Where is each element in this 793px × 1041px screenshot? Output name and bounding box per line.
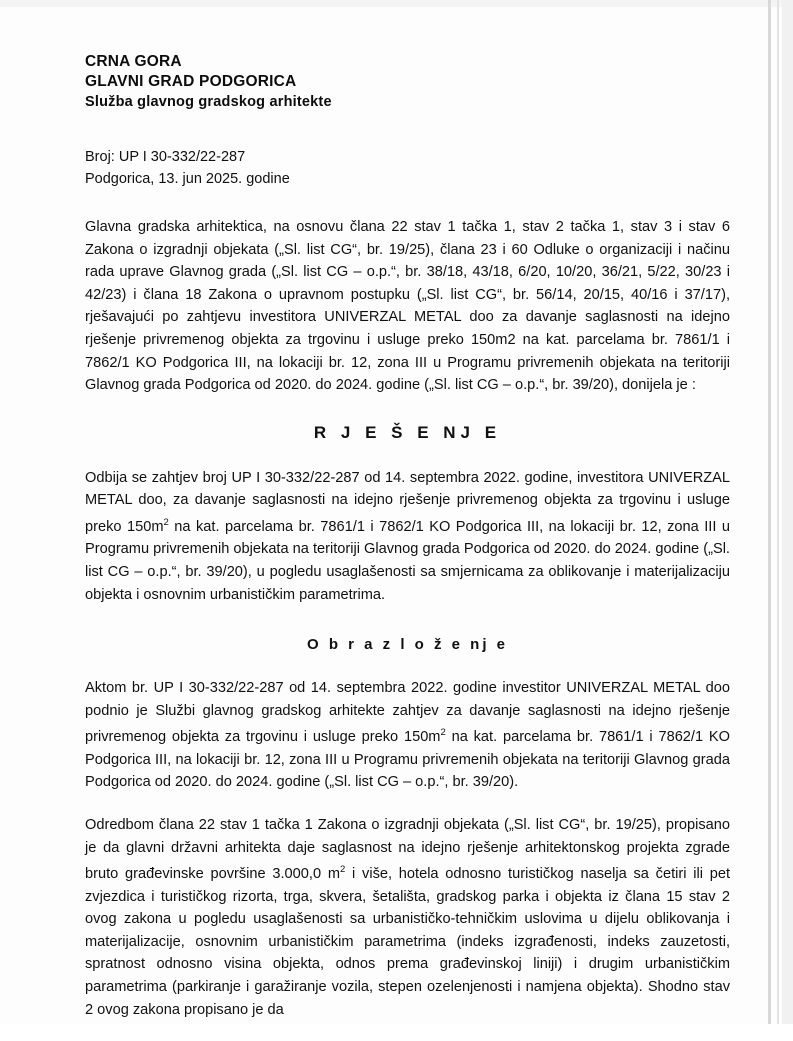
document-content bbox=[85, 52, 730, 1041]
reference-number: Broj: UP I 30-332/22-287 bbox=[85, 149, 246, 165]
explanation-title: O b r a z l o ž e nj e bbox=[306, 636, 509, 654]
explanation-p2-text-2: i više, hotela odnosno turističkog naselja sa četiri ili pet zvjezdica i turističkog rizorta, trga, skvera, šetališta, gradskog parka i objekta iz člana 15 stav 2 ovog zakona u pogledu usaglašenosti sa urbanističko-tehničkim uslovima u dijelu oblikovanja i materijalizacije, osnovnim urbanističkim parametrima (indeks izgrađenosti, indeks zauzetosti, spratnost odnosno visina objekta, odnos prema građevinskoj liniji) i drugim urbanističkim parametrima (parkiranje i garažiranje vozila, stepen ozelenjenosti i namjena objekta). Shodno stav 2 ovog zakona propisano je da bbox=[85, 866, 731, 1018]
explanation-p1-text-2: na kat. parcelama br. 7861/1 i 7862/1 KO Podgorica III, na lokaciji br. 12, zona III u Programu privremenih objekata na teritoriji Glavnog grada Podgorica od 2020. do 2024. godine („Sl. list CG – o.p.“, br. 39/20). bbox=[85, 729, 730, 791]
decision-paragraph-text-1: Odbija se zahtjev broj UP I 30-332/22-287 od 14. septembra 2022. godine, investitora UNIVERZAL METAL doo, za davanje saglasnosti na idejno rješenje privremenog objekta za trgovinu i usluge preko 150m bbox=[85, 469, 730, 535]
header-department: Služba glavnog gradskog arhitekte bbox=[85, 94, 332, 110]
page-right-edge-line-2 bbox=[777, 0, 779, 1024]
page-top-edge bbox=[0, 0, 793, 7]
page-right-margin bbox=[782, 0, 793, 1024]
decision-paragraph bbox=[85, 467, 730, 606]
decision-paragraph-text-2: na kat. parcelama br. 7861/1 i 7862/1 KO Podgorica III, na lokaciji br. 12, zona III u Programu privremenih objekata na teritoriji Glavnog grada Podgorica od 2020. do 2024. godine („Sl. list CG – o.p.“, br. 39/20), u pogledu usaglašenosti sa smjernicama za oblikovanje i materijalizaciju objekta i osnovnim urbanističkim parametrima. bbox=[85, 518, 731, 603]
explanation-p2-text-1: Odredbom člana 22 stav 1 tačka 1 Zakona o izgradnji objekata („Sl. list CG“, br. 19/25), propisano je da glavni državni arhitekta daje saglasnost na idejno rješenje arhitektonskog projekta zgrade bruto građevinske površine 3.000,0 m bbox=[85, 817, 730, 883]
decision-paragraph-superscript: 2 bbox=[163, 516, 169, 528]
header-city: GLAVNI GRAD PODGORICA bbox=[85, 73, 297, 90]
document-meta bbox=[85, 146, 730, 190]
explanation-p1-superscript: 2 bbox=[440, 727, 446, 739]
explanation-paragraph-2 bbox=[85, 814, 730, 1021]
intro-paragraph: Glavna gradska arhitektica, na osnovu člana 22 stav 1 tačka 1, stav 2 tačka 1, stav 3 i stav 6 Zakona o izgradnji objekata („Sl. list CG“, br. 19/25), člana 23 i 60 Odluke o organizaciji i načinu rada uprave Glavnog grada („Sl. list CG – o.p.“, br. 38/18, 43/18, 6/20, 10/20, 36/21, 5/22, 30/23 i 42/23) i člana 18 Zakona o upravnom postupku („Sl. list CG“, br. 56/14, 20/15, 40/16 i 37/17), rješavajući po zahtjevu investitora UNIVERZAL METAL doo za davanje saglasnosti na idejno rješenje privremenog objekta za trgovinu i usluge preko 150m2 na kat. parcelama br. 7861/1 i 7862/1 KO Podgorica III, na lokaciji br. 12, zona III u Programu privremenih objekata na teritoriji Glavnog grada Podgorica od 2020. do 2024. godine („Sl. list CG – o.p.“, br. 39/20), donijela je : bbox=[85, 219, 730, 394]
explanation-p2-superscript: 2 bbox=[339, 864, 346, 876]
page-right-edge-line-1 bbox=[768, 0, 771, 1024]
explanation-p1-text-1: Aktom br. UP I 30-332/22-287 od 14. septembra 2022. godine investitor UNIVERZAL METAL doo podnio je Službi glavnog gradskog arhitekte zahtjev za davanje saglasnosti na idejno rješenje privremenog objekta za trgovinu i usluge preko 150m bbox=[85, 680, 730, 746]
explanation-paragraph-1 bbox=[85, 677, 730, 794]
place-and-date: Podgorica, 13. jun 2025. godine bbox=[85, 171, 290, 187]
decision-title: R J E Š E NJ E bbox=[313, 422, 502, 442]
document-header bbox=[85, 52, 730, 112]
header-country: CRNA GORA bbox=[85, 53, 182, 70]
